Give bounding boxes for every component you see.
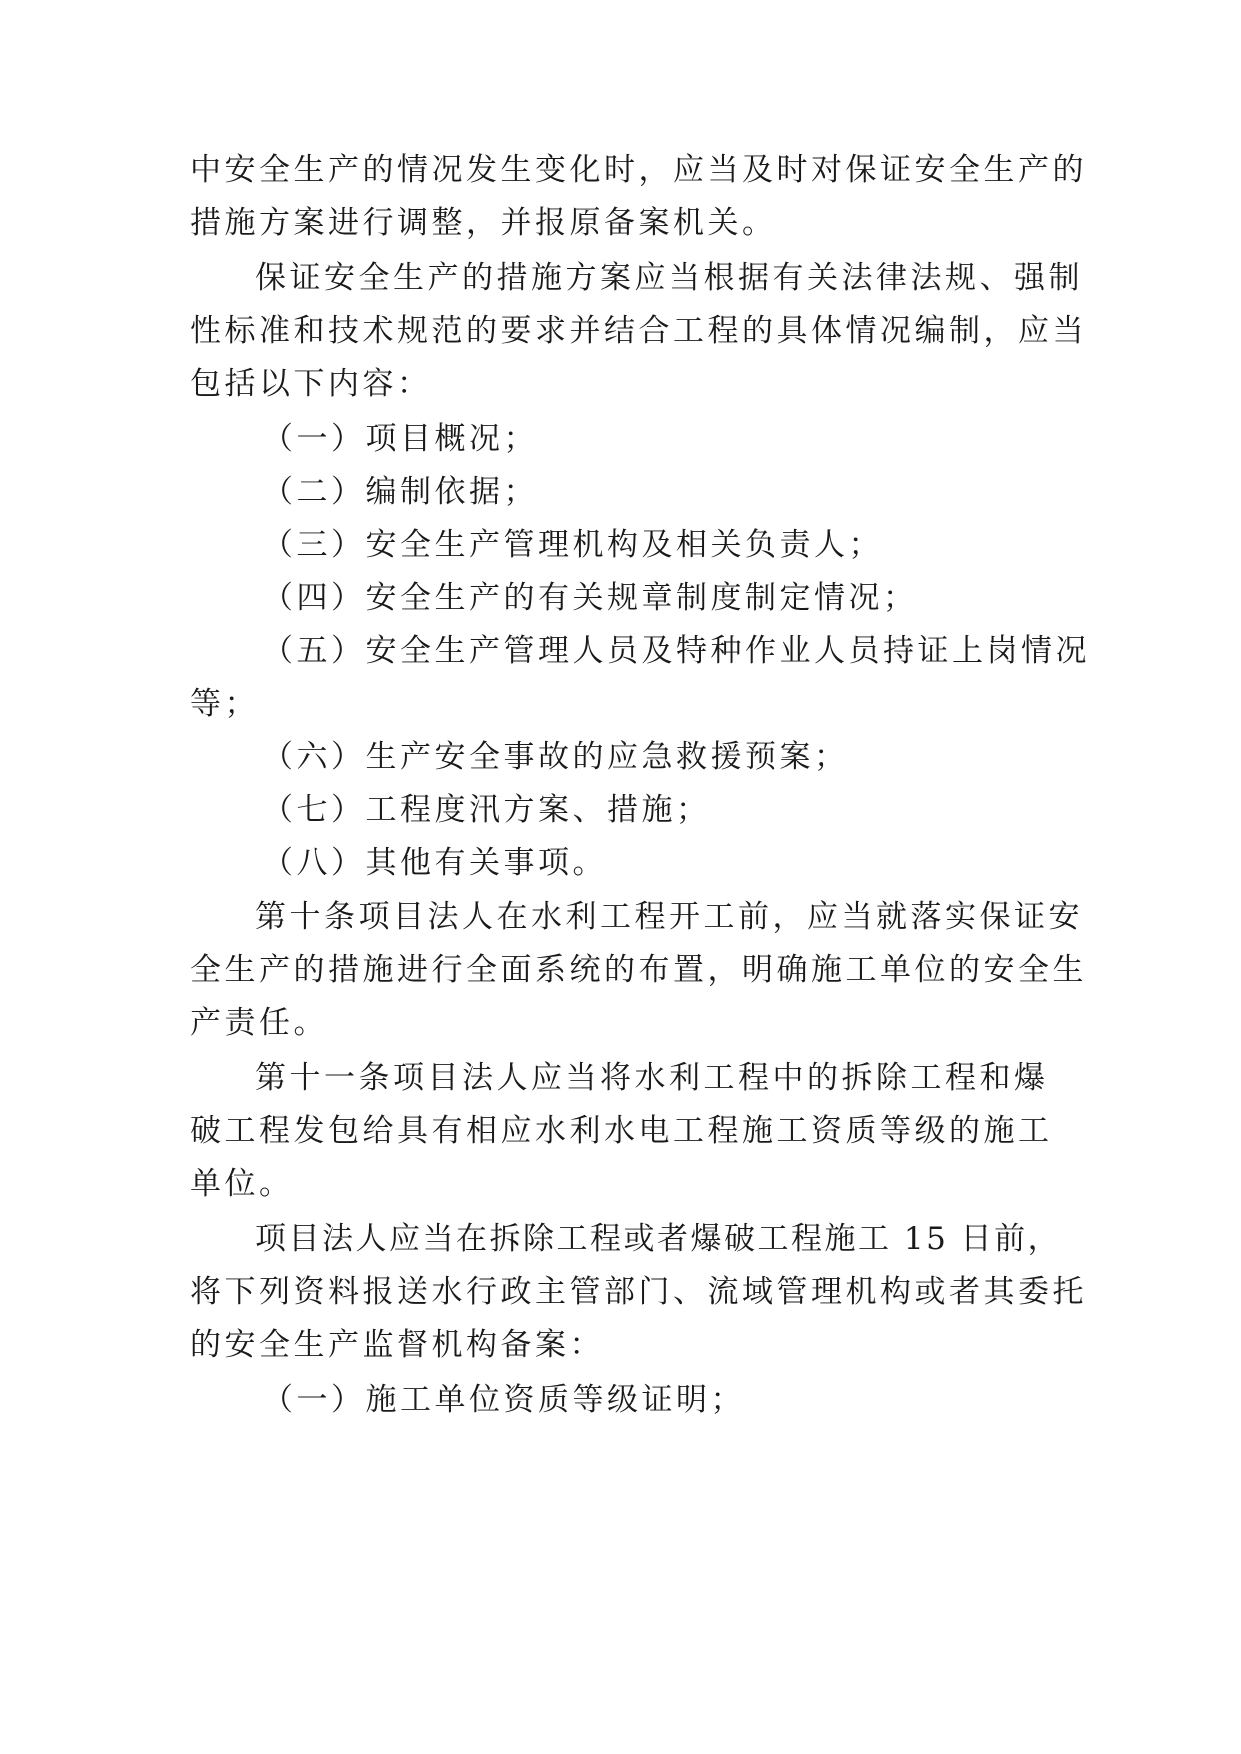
list-item: （一）项目概况； — [262, 421, 538, 457]
paragraph-line: 产责任。 — [190, 1005, 328, 1041]
list-item: （七）工程度汛方案、措施； — [262, 792, 711, 828]
paragraph-line: 的安全生产监督机构备案： — [190, 1327, 604, 1363]
paragraph-line: 将下列资料报送水行政主管部门、流域管理机构或者其委托 — [190, 1274, 1087, 1310]
list-item: （三）安全生产管理机构及相关负责人； — [262, 527, 883, 563]
article-11-heading-line: 第十一条项目法人应当将水利工程中的拆除工程和爆 — [255, 1060, 1049, 1096]
paragraph-line: 措施方案进行调整，并报原备案机关。 — [190, 205, 777, 241]
list-item: （四）安全生产的有关规章制度制定情况； — [262, 580, 918, 616]
list-item: （一）施工单位资质等级证明； — [262, 1382, 745, 1418]
paragraph-line: 单位。 — [190, 1166, 294, 1202]
paragraph-line: 包括以下内容： — [190, 366, 432, 402]
article-10-heading-line: 第十条项目法人在水利工程开工前，应当就落实保证安 — [255, 899, 1083, 935]
list-item: （八）其他有关事项。 — [262, 845, 607, 881]
list-item-continuation: 等； — [190, 686, 259, 722]
paragraph-line: 项目法人应当在拆除工程或者爆破工程施工 15 日前， — [255, 1221, 1062, 1257]
list-item: （六）生产安全事故的应急救援预案； — [262, 739, 849, 775]
list-item: （二）编制依据； — [262, 474, 538, 510]
paragraph-line: 中安全生产的情况发生变化时，应当及时对保证安全生产的 — [190, 152, 1087, 188]
paragraph-line: 全生产的措施进行全面系统的布置，明确施工单位的安全生 — [190, 952, 1087, 988]
list-item: （五）安全生产管理人员及特种作业人员持证上岗情况 — [262, 633, 1090, 669]
paragraph-line: 保证安全生产的措施方案应当根据有关法律法规、强制 — [255, 260, 1083, 296]
paragraph-line: 破工程发包给具有相应水利水电工程施工资质等级的施工 — [190, 1113, 1053, 1149]
paragraph-line: 性标准和技术规范的要求并结合工程的具体情况编制，应当 — [190, 313, 1087, 349]
